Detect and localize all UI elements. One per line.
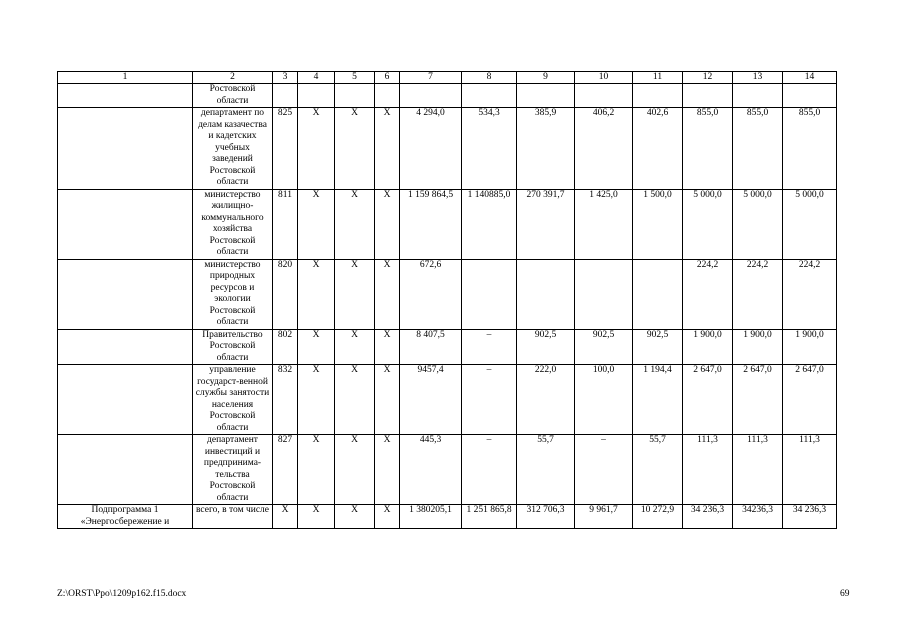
cell-col-14 xyxy=(783,84,837,108)
col-header-2: 2 xyxy=(193,72,273,84)
cell-col-8: – xyxy=(462,435,517,505)
cell-col-11 xyxy=(633,259,683,329)
col-header-10: 10 xyxy=(575,72,633,84)
budget-table xyxy=(57,71,837,529)
col-header-11: 11 xyxy=(633,72,683,84)
col-header-12: 12 xyxy=(683,72,733,84)
cell-col-8: 1 251 865,8 xyxy=(462,505,517,529)
cell-col-10 xyxy=(575,259,633,329)
cell-col-1 xyxy=(58,84,193,108)
cell-col-14: 34 236,3 xyxy=(783,505,837,529)
cell-col-2: министерство жилищно-коммунального хозяйства Ростовской области xyxy=(193,189,273,259)
cell-col-6: Х xyxy=(375,329,400,365)
cell-col-13: 5 000,0 xyxy=(733,189,783,259)
cell-col-7 xyxy=(400,84,462,108)
cell-col-5: Х xyxy=(335,189,375,259)
cell-col-7: 445,3 xyxy=(400,435,462,505)
cell-col-11: 1 194,4 xyxy=(633,365,683,435)
cell-col-1 xyxy=(58,108,193,190)
cell-col-3: 825 xyxy=(273,108,298,190)
cell-col-7: 1 159 864,5 xyxy=(400,189,462,259)
cell-col-11: 402,6 xyxy=(633,108,683,190)
cell-col-10: 406,2 xyxy=(575,108,633,190)
cell-col-9: 312 706,3 xyxy=(517,505,575,529)
cell-col-13: 224,2 xyxy=(733,259,783,329)
cell-col-14: 855,0 xyxy=(783,108,837,190)
cell-col-4 xyxy=(298,84,335,108)
cell-col-10: 1 425,0 xyxy=(575,189,633,259)
col-header-9: 9 xyxy=(517,72,575,84)
cell-col-8: – xyxy=(462,329,517,365)
col-header-1: 1 xyxy=(58,72,193,84)
cell-col-12: 855,0 xyxy=(683,108,733,190)
cell-col-11: 10 272,9 xyxy=(633,505,683,529)
cell-col-13: 855,0 xyxy=(733,108,783,190)
cell-col-2: Правительство Ростовской области xyxy=(193,329,273,365)
table-row xyxy=(58,108,837,190)
cell-col-12: 1 900,0 xyxy=(683,329,733,365)
cell-col-1 xyxy=(58,365,193,435)
cell-col-3: 832 xyxy=(273,365,298,435)
cell-col-14: 111,3 xyxy=(783,435,837,505)
cell-col-8: 1 140885,0 xyxy=(462,189,517,259)
cell-col-7: 9457,4 xyxy=(400,365,462,435)
cell-col-2: департамент инвестиций и предпринима-тельства Ростовской области xyxy=(193,435,273,505)
cell-col-9: 270 391,7 xyxy=(517,189,575,259)
cell-col-13 xyxy=(733,84,783,108)
cell-col-12: 2 647,0 xyxy=(683,365,733,435)
col-header-8: 8 xyxy=(462,72,517,84)
cell-col-4: Х xyxy=(298,259,335,329)
cell-col-4: Х xyxy=(298,365,335,435)
cell-col-2: департамент по делам казачества и кадетских учебных заведений Ростовской области xyxy=(193,108,273,190)
cell-col-5: Х xyxy=(335,365,375,435)
cell-col-9: 385,9 xyxy=(517,108,575,190)
cell-col-4: Х xyxy=(298,108,335,190)
col-header-7: 7 xyxy=(400,72,462,84)
cell-col-4: Х xyxy=(298,329,335,365)
cell-col-5 xyxy=(335,84,375,108)
cell-col-6: Х xyxy=(375,108,400,190)
cell-col-2: всего, в том числе xyxy=(193,505,273,529)
table-row xyxy=(58,435,837,505)
cell-col-11 xyxy=(633,84,683,108)
cell-col-11: 902,5 xyxy=(633,329,683,365)
cell-col-1 xyxy=(58,259,193,329)
cell-col-13: 111,3 xyxy=(733,435,783,505)
cell-col-9: 222,0 xyxy=(517,365,575,435)
cell-col-4: Х xyxy=(298,505,335,529)
page-number: 69 xyxy=(840,589,850,599)
column-number-row xyxy=(58,72,837,84)
cell-col-14: 2 647,0 xyxy=(783,365,837,435)
cell-col-8 xyxy=(462,84,517,108)
cell-col-3: 802 xyxy=(273,329,298,365)
table-row xyxy=(58,329,837,365)
cell-col-14: 1 900,0 xyxy=(783,329,837,365)
cell-col-13: 1 900,0 xyxy=(733,329,783,365)
cell-col-14: 5 000,0 xyxy=(783,189,837,259)
col-header-13: 13 xyxy=(733,72,783,84)
cell-col-7: 8 407,5 xyxy=(400,329,462,365)
cell-col-5: Х xyxy=(335,505,375,529)
table-row xyxy=(58,259,837,329)
cell-col-2: министерство природных ресурсов и экологии Ростовской области xyxy=(193,259,273,329)
col-header-6: 6 xyxy=(375,72,400,84)
cell-col-9: 902,5 xyxy=(517,329,575,365)
cell-col-10: 9 961,7 xyxy=(575,505,633,529)
cell-col-1 xyxy=(58,329,193,365)
cell-col-2: управление государст-венной службы занятости населения Ростовской области xyxy=(193,365,273,435)
cell-col-14: 224,2 xyxy=(783,259,837,329)
cell-col-1 xyxy=(58,435,193,505)
cell-col-8: – xyxy=(462,365,517,435)
cell-col-7: 672,6 xyxy=(400,259,462,329)
cell-col-9 xyxy=(517,84,575,108)
cell-col-13: 2 647,0 xyxy=(733,365,783,435)
col-header-5: 5 xyxy=(335,72,375,84)
cell-col-3: 827 xyxy=(273,435,298,505)
cell-col-5: Х xyxy=(335,329,375,365)
cell-col-10: – xyxy=(575,435,633,505)
col-header-14: 14 xyxy=(783,72,837,84)
cell-col-9 xyxy=(517,259,575,329)
cell-col-4: Х xyxy=(298,435,335,505)
table-row xyxy=(58,84,837,108)
cell-col-3: 811 xyxy=(273,189,298,259)
cell-col-8: 534,3 xyxy=(462,108,517,190)
cell-col-5: Х xyxy=(335,108,375,190)
cell-col-6: Х xyxy=(375,505,400,529)
cell-col-9: 55,7 xyxy=(517,435,575,505)
col-header-3: 3 xyxy=(273,72,298,84)
cell-col-11: 1 500,0 xyxy=(633,189,683,259)
table-row xyxy=(58,505,837,529)
cell-col-7: 4 294,0 xyxy=(400,108,462,190)
cell-col-8 xyxy=(462,259,517,329)
cell-col-3: Х xyxy=(273,505,298,529)
cell-col-2: Ростовской области xyxy=(193,84,273,108)
cell-col-5: Х xyxy=(335,435,375,505)
cell-col-3: 820 xyxy=(273,259,298,329)
cell-col-10: 902,5 xyxy=(575,329,633,365)
cell-col-12: 224,2 xyxy=(683,259,733,329)
cell-col-6 xyxy=(375,84,400,108)
cell-col-7: 1 380205,1 xyxy=(400,505,462,529)
cell-col-1 xyxy=(58,189,193,259)
col-header-4: 4 xyxy=(298,72,335,84)
cell-col-12: 34 236,3 xyxy=(683,505,733,529)
cell-col-10 xyxy=(575,84,633,108)
cell-col-6: Х xyxy=(375,435,400,505)
cell-col-12: 111,3 xyxy=(683,435,733,505)
cell-col-13: 34236,3 xyxy=(733,505,783,529)
cell-col-3 xyxy=(273,84,298,108)
cell-col-6: Х xyxy=(375,189,400,259)
cell-col-6: Х xyxy=(375,365,400,435)
cell-col-4: Х xyxy=(298,189,335,259)
table-row xyxy=(58,189,837,259)
cell-col-11: 55,7 xyxy=(633,435,683,505)
file-path: Z:\ORST\Ppo\1209p162.f15.docx xyxy=(57,589,187,599)
table-body xyxy=(58,72,837,529)
cell-col-12: 5 000,0 xyxy=(683,189,733,259)
cell-col-6: Х xyxy=(375,259,400,329)
cell-col-5: Х xyxy=(335,259,375,329)
cell-col-1: Подпрограмма 1 «Энергосбережение и xyxy=(58,505,193,529)
cell-col-10: 100,0 xyxy=(575,365,633,435)
cell-col-12 xyxy=(683,84,733,108)
table-row xyxy=(58,365,837,435)
